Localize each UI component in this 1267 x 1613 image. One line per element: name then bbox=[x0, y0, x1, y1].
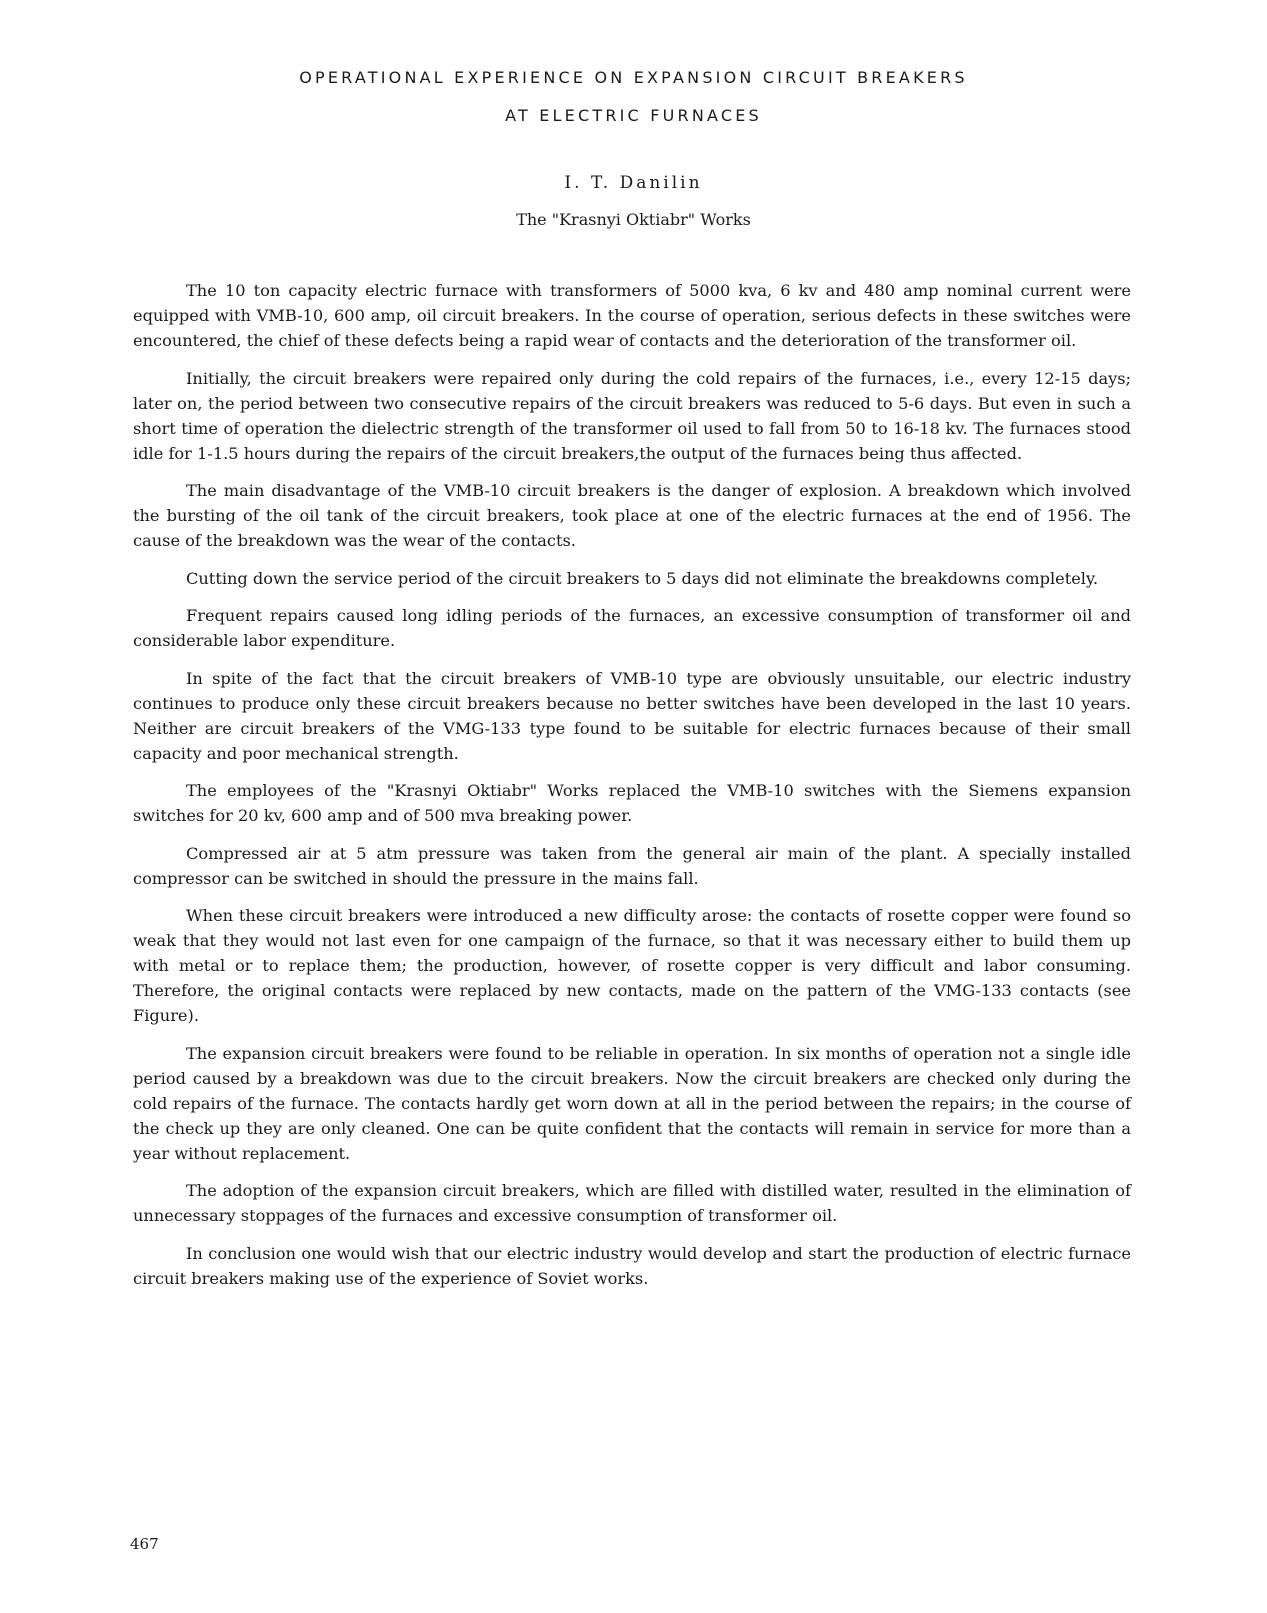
author-name: I. T. Danilin bbox=[564, 173, 703, 193]
paragraph: When these circuit breakers were introduced a new difficulty arose: the contacts of rosette copper were found so weak that they would not last even for one campaign of the furnace, so that it was necessary either to build them up with metal or to replace them; the production, however, of rosette copper is very difficult and labor consuming. Therefore, the original contacts were replaced by new contacts, made on the pattern of the VMG-133 contacts (see Figure). bbox=[133, 906, 1131, 1025]
paragraph: The main disadvantage of the VMB-10 circuit breakers is the danger of explosion. A breakdown which involved the bursting of the oil tank of the circuit breakers, took place at one of the electric furnaces at the end of 1956. The cause of the breakdown was the wear of the contacts. bbox=[133, 481, 1131, 550]
page-number: 467 bbox=[130, 1535, 159, 1553]
title-line-1: OPERATIONAL EXPERIENCE ON EXPANSION CIRCUIT BREAKERS bbox=[299, 68, 968, 87]
article-body bbox=[133, 278, 1131, 1303]
author-affiliation: The "Krasnyi Oktiabr" Works bbox=[516, 210, 751, 229]
paragraph: Initially, the circuit breakers were repaired only during the cold repairs of the furnaces, i.e., every 12-15 days; later on, the period between two consecutive repairs of the circuit breakers was reduced to 5-6 days. But even in such a short time of operation the dielectric strength of the transformer oil used to fall from 50 to 16-18 kv. The furnaces stood idle for 1-1.5 hours during the repairs of the circuit breakers,the output of the furnaces being thus affected. bbox=[133, 368, 1131, 463]
paragraph: In spite of the fact that the circuit breakers of VMB-10 type are obviously unsuitable, our electric industry continues to produce only these circuit breakers because no better switches have been developed in the last 10 years. Neither are circuit breakers of the VMG-133 type found to be suitable for electric furnaces because of their small capacity and poor mechanical strength. bbox=[133, 668, 1131, 763]
paragraph: The adoption of the expansion circuit breakers, which are filled with distilled water, resulted in the elimination of unnecessary stoppages of the furnaces and excessive consumption of transformer oil. bbox=[133, 1181, 1131, 1225]
paragraph: The employees of the "Krasnyi Oktiabr" Works replaced the VMB-10 switches with the Siemens expansion switches for 20 kv, 600 amp and of 500 mva breaking power. bbox=[133, 781, 1131, 825]
paragraph: The 10 ton capacity electric furnace with transformers of 5000 kva, 6 kv and 480 amp nominal current were equipped with VMB-10, 600 amp, oil circuit breakers. In the course of operation, serious defects in these switches were encountered, the chief of these defects being a rapid wear of contacts and the deterioration of the transformer oil. bbox=[133, 281, 1131, 350]
paragraph: Cutting down the service period of the circuit breakers to 5 days did not eliminate the breakdowns completely. bbox=[186, 568, 1099, 588]
paragraph: Compressed air at 5 atm pressure was taken from the general air main of the plant. A specially installed compressor can be switched in should the pressure in the mains fall. bbox=[133, 843, 1131, 888]
title-line-2: AT ELECTRIC FURNACES bbox=[505, 106, 762, 125]
paragraph: In conclusion one would wish that our electric industry would develop and start the production of electric furnace circuit breakers making use of the experience of Soviet works. bbox=[133, 1243, 1131, 1288]
paragraph: The expansion circuit breakers were found to be reliable in operation. In six months of operation not a single idle period caused by a breakdown was due to the circuit breakers. Now the circuit breakers are checked only during the cold repairs of the furnace. The contacts hardly get worn down at all in the period between the repairs; in the course of the check up they are only cleaned. One can be quite confident that the contacts will remain in service for more than a year without replacement. bbox=[133, 1043, 1131, 1163]
paragraph: Frequent repairs caused long idling periods of the furnaces, an excessive consumption of transformer oil and considerable labor expenditure. bbox=[133, 606, 1131, 650]
